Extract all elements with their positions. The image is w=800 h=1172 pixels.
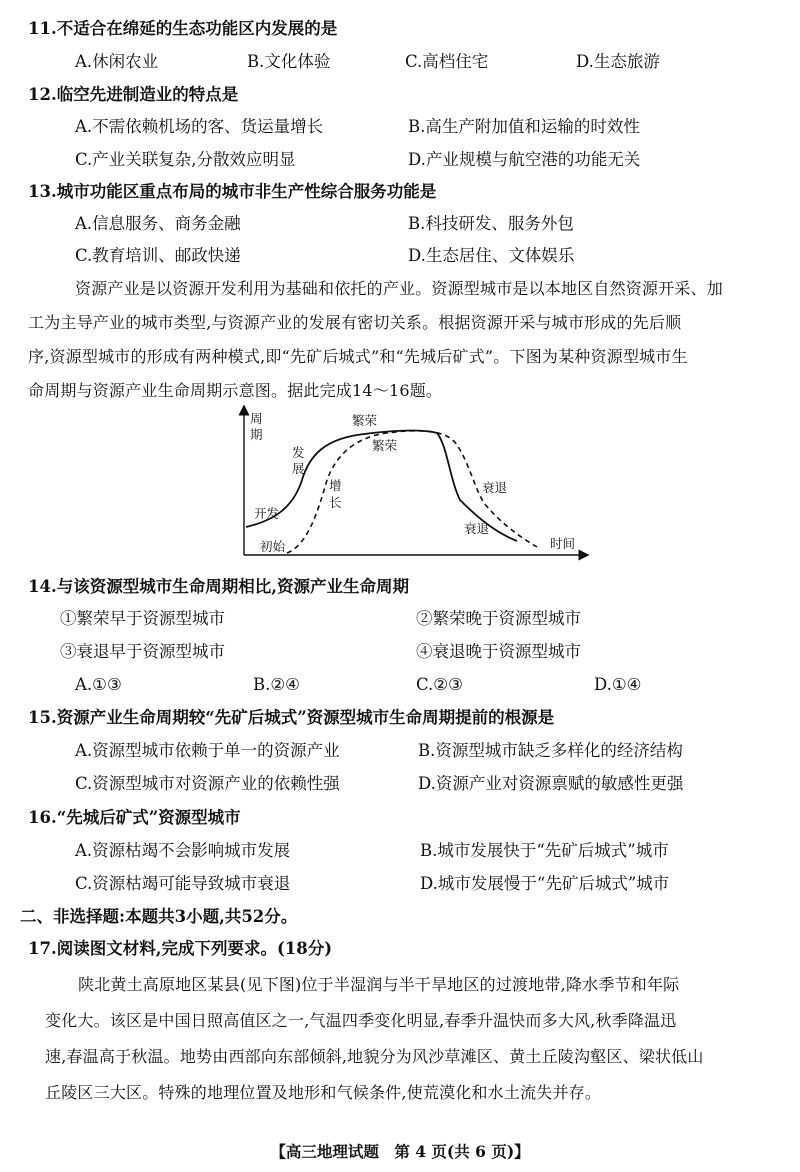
label-fazhan-2: 展 [292,461,305,476]
material-line-4: 命周期与资源产业生命周期示意图。据此完成14～16题。 [28,381,443,400]
q14-option-c: C.②③ [416,675,463,694]
material-line-3: 序,资源型城市的形成有两种模式,即“先矿后城式”和“先城后矿式”。下图为某种资源型城市生 [28,347,688,366]
q14-option-d: D.①④ [594,675,642,694]
q17-stem: 17.阅读图文材料,完成下列要求。(18分) [28,939,333,958]
material-line-2: 工为主导产业的城市类型,与资源产业的发展有密切关系。根据资源开采与城市形成的先后顺 [28,313,682,332]
q12-stem: 12.临空先进制造业的特点是 [28,85,239,104]
q12-option-c: C.产业关联复杂,分散效应明显 [75,150,296,169]
q14-statement-1: ①繁荣早于资源型城市 [60,609,225,628]
q11-option-b: B.文化体验 [247,52,331,71]
q16-option-b: B.城市发展快于“先矿后城式”城市 [420,841,669,860]
q16-stem: 16.“先城后矿式”资源型城市 [28,808,241,827]
q14-statement-3: ③衰退早于资源型城市 [60,642,225,661]
q15-option-d: D.资源产业对资源禀赋的敏感性更强 [418,774,684,793]
q17-line-2: 变化大。该区是中国日照高值区之一,气温四季变化明显,春季升温快而多大风,秋季降温迅 [45,1011,677,1030]
q15-option-a: A.资源型城市依赖于单一的资源产业 [75,741,340,760]
q13-option-a: A.信息服务、商务金融 [75,214,241,233]
y-axis-label-2: 期 [250,427,263,442]
q16-option-d: D.城市发展慢于“先矿后城式”城市 [420,874,670,893]
q14-option-b: B.②④ [253,675,300,694]
q15-option-b: B.资源型城市缺乏多样化的经济结构 [418,741,683,760]
label-fazhan-1: 发 [292,445,305,460]
q11-stem: 11.不适合在绵延的生态功能区内发展的是 [28,19,338,38]
q16-option-c: C.资源枯竭可能导致城市衰退 [75,874,291,893]
q12-option-a: A.不需依赖机场的客、货运量增长 [75,117,324,136]
material-line-1: 资源产业是以资源开发利用为基础和依托的产业。资源型城市是以本地区自然资源开采、加 [75,279,724,298]
q11-option-c: C.高档住宅 [405,52,489,71]
q13-option-b: B.科技研发、服务外包 [408,214,574,233]
q14-stem: 14.与该资源型城市生命周期相比,资源产业生命周期 [28,577,409,596]
q13-option-d: D.生态居住、文体娱乐 [408,246,575,265]
q14-statement-4: ④衰退晚于资源型城市 [416,642,581,661]
label-kaifa: 开发 [254,506,280,521]
q17-line-1: 陕北黄土高原地区某县(见下图)位于半湿润与半干旱地区的过渡地带,降水季节和年际 [78,975,680,994]
label-fanrong-solid: 繁荣 [352,413,378,428]
label-zengzhang-2: 长 [329,495,342,510]
q11-option-d: D.生态旅游 [576,52,660,71]
q12-option-b: B.高生产附加值和运输的时效性 [408,117,640,136]
label-chushi: 初始 [260,539,286,554]
label-fanrong-dashed: 繁荣 [372,438,398,453]
q11-option-a: A.休闲农业 [75,52,159,71]
q12-option-d: D.产业规模与航空港的功能无关 [408,150,641,169]
q13-stem: 13.城市功能区重点布局的城市非生产性综合服务功能是 [28,182,437,201]
q15-stem: 15.资源产业生命周期较“先矿后城式”资源型城市生命周期提前的根源是 [28,708,555,727]
x-axis-label: 时间 [550,536,576,551]
y-axis-label-1: 周 [250,411,263,426]
q17-line-3: 速,春温高于秋温。地势由西部向东部倾斜,地貌分为风沙草滩区、黄土丘陵沟壑区、梁状低山 [45,1047,704,1066]
label-shuaitui-dashed: 衰退 [482,480,508,495]
q13-option-c: C.教育培训、邮政快递 [75,246,241,265]
page-footer: 【高三地理试题 第 4 页(共 6 页)】 [270,1142,530,1161]
section-2-title: 二、非选择题:本题共3小题,共52分。 [20,907,298,926]
q16-option-a: A.资源枯竭不会影响城市发展 [75,841,291,860]
lifecycle-figure [232,405,592,570]
q14-statement-2: ②繁荣晚于资源型城市 [416,609,581,628]
label-shuaitui-solid: 衰退 [464,521,490,536]
q17-line-4: 丘陵区三大区。特殊的地理位置及地形和气候条件,使荒漠化和水土流失并存。 [45,1083,602,1102]
q15-option-c: C.资源型城市对资源产业的依赖性强 [75,774,340,793]
label-zengzhang-1: 增 [329,478,342,493]
q14-option-a: A.①③ [75,675,122,694]
